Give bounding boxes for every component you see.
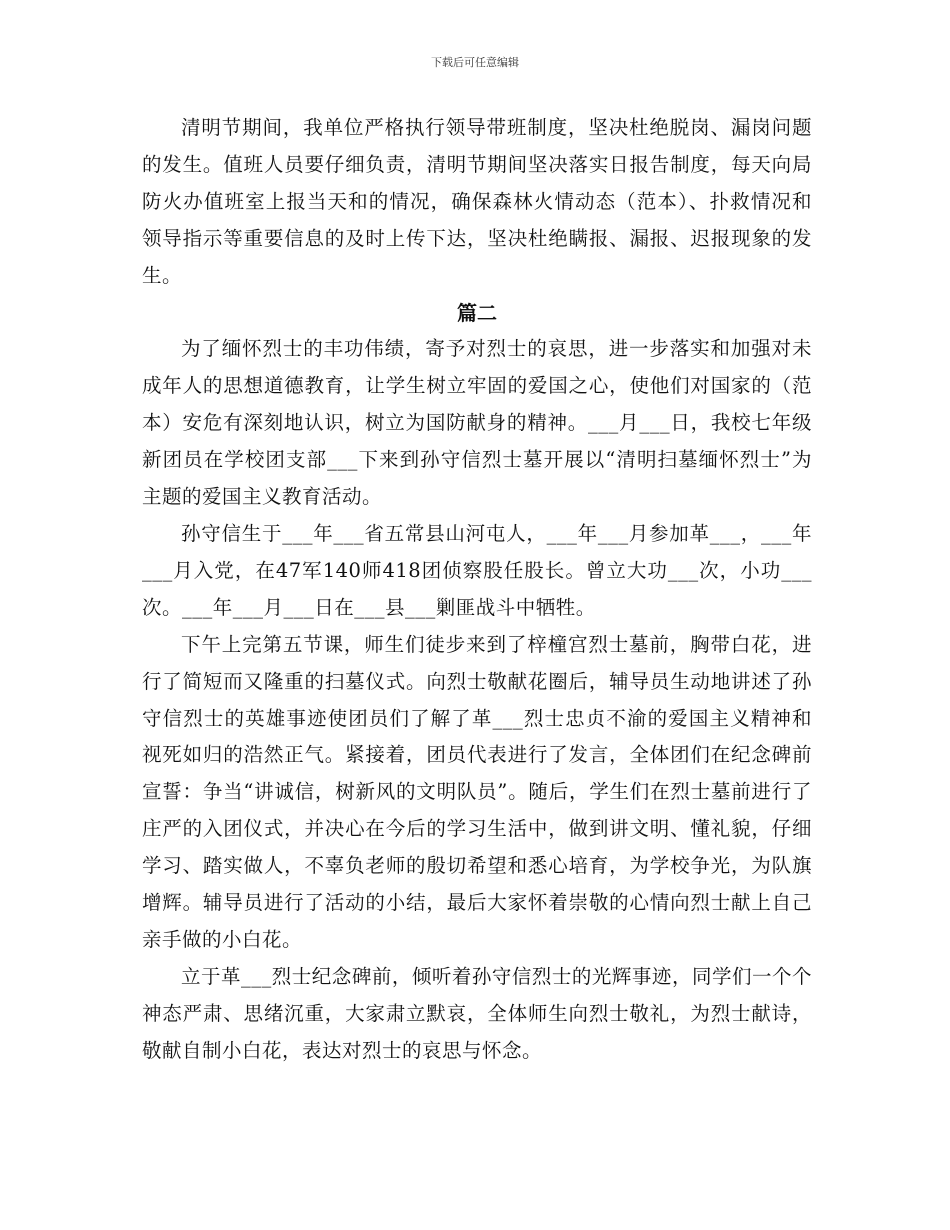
document-body bbox=[142, 110, 812, 1070]
paragraph-duty-system: 清明节期间，我单位严格执行领导带班制度，坚决杜绝脱岗、漏岗问题的发生。值班人员要仔细负责，清明节期间坚决落实日报告制度，每天向局防火办值班室上报当天和的情况，确保森林火情动态（范本）、扑救情况和领导指示等重要信息的及时上传下达，坚决杜绝瞒报、漏报、迟报现象的发生。 bbox=[142, 116, 812, 287]
page-header: 下载后可任意编辑 bbox=[431, 56, 519, 69]
paragraph-activity-intro: 为了缅怀烈士的丰功伟绩，寄予对烈士的哀思，进一步落实和加强对未成年人的思想道德教育，让学生树立牢固的爱国之心，使他们对国家的（范本）安危有深刻地认识，树立为国防献身的精神。___月___日，我校七年级新团员在学校团支部___下来到孙守信烈士墓开展以“清明扫墓缅怀烈士”为主题的爱国主义教育活动。 bbox=[142, 337, 812, 509]
section-heading: 篇二 bbox=[457, 300, 497, 325]
paragraph-martyr-biography: 孙守信生于___年___省五常县山河屯人，___年___月参加革___，___年___月入党，在47军140师418团侦察股任股长。曾立大功___次，小功___次。___年___月___日在___县___剿匪战斗中牺牲。 bbox=[142, 521, 812, 619]
paragraph-memorial: 立于革___烈士纪念碑前，倾听着孙守信烈士的光辉事迹，同学们一个个神态严肃、思绪沉重，大家肃立默哀，全体师生向烈士敬礼，为烈士献诗，敬献自制小白花，表达对烈士的哀思与怀念。 bbox=[142, 964, 812, 1062]
paragraph-ceremony: 下午上完第五节课，师生们徒步来到了梓橦宫烈士墓前，胸带白花，进行了简短而又隆重的扫墓仪式。向烈士敬献花圈后，辅导员生动地讲述了孙守信烈士的英雄事迹使团员们了解了革___烈士忠贞不渝的爱国主义精神和视死如归的浩然正气。紧接着，团员代表进行了发言，全体团们在纪念碑前宣誓：争当“讲诚信，树新风的文明队员”。随后，学生们在烈士墓前进行了庄严的入团仪式，并决心在今后的学习生活中，做到讲文明、懂礼貌，仔细学习、踏实做人，不辜负老师的殷切希望和悉心培育，为学校争光，为队旗增辉。辅导员进行了活动的小结，最后大家怀着崇敬的心情向烈士献上自己亲手做的小白花。 bbox=[142, 632, 812, 951]
